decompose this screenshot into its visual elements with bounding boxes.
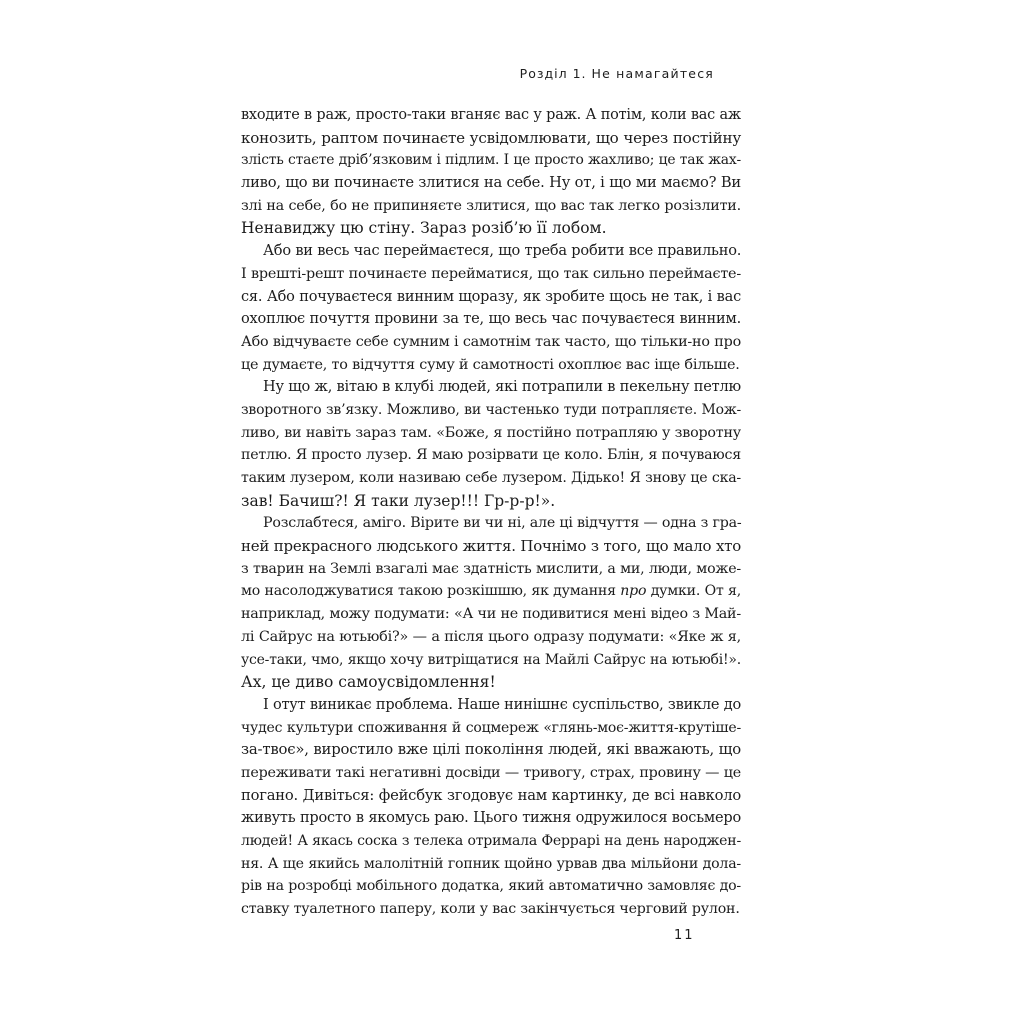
text-line: таким лузером, коли називаю себе лузером. Дідько! Я знову це ска- bbox=[241, 470, 741, 486]
text-line: рів на розробці мобільного додатка, який автоматично замовляє до- bbox=[241, 878, 741, 895]
text-line: лі Сайрус на ютьюбі?» — а після цього одразу подумати: «Яке ж я, bbox=[241, 628, 741, 645]
text-line: входите в раж, просто-таки вганяє вас у раж. А потім, коли вас аж bbox=[241, 107, 741, 123]
page-number: 11 bbox=[674, 928, 695, 943]
text-line: ливо, що ви починаєте злитися на себе. Ну от, і що ми маємо? Ви bbox=[241, 174, 741, 192]
paragraph bbox=[241, 512, 741, 694]
text-line: Ненавиджу цю стіну. Зараз розіб’ю її лобом. bbox=[241, 219, 607, 238]
text-line: людей! А якась соска з телека отримала Феррарі на день народжен- bbox=[241, 833, 741, 849]
text-line: Або відчуваєте себе сумним і самотнім так часто, що тільки-но про bbox=[241, 333, 741, 350]
paragraph bbox=[241, 104, 741, 240]
text-line: Ах, це диво самоусвідомлення! bbox=[241, 673, 496, 692]
text-line: ставку туалетного паперу, коли у вас закінчується черговий рулон. bbox=[241, 901, 740, 918]
text-line: І отут виникає проблема. Наше нинішнє суспільство, звикле до bbox=[263, 696, 741, 713]
text-line: наприклад, можу подумати: «А чи не подивитися мені відео з Май- bbox=[241, 606, 741, 623]
text-line: Або ви весь час переймаєтеся, що треба робити все правильно. bbox=[263, 243, 742, 260]
text-line: злі на себе, бо не припиняєте злитися, що вас так легко розізлити. bbox=[241, 197, 741, 214]
body-text bbox=[241, 104, 741, 921]
text-line: Розслабтеся, аміго. Вірите ви чи ні, але ці відчуття — одна з гра- bbox=[263, 515, 742, 532]
text-line: живуть просто в якомусь раю. Цього тижня одружилося восьмеро bbox=[241, 810, 741, 827]
text-line: мо насолоджуватися такою розкішшю, як думання про думки. От я, bbox=[241, 583, 741, 600]
text-line: конозить, раптом починаєте усвідомлювати, що через постійну bbox=[241, 128, 741, 147]
running-head-title: Не намагайтеся bbox=[591, 66, 714, 81]
text-line: злість стаєте дріб’язковим і підлим. І це просто жахливо; це так жах- bbox=[241, 152, 741, 169]
text-line: петлю. Я просто лузер. Я маю розірвати це коло. Блін, я почуваюся bbox=[241, 447, 741, 464]
text-line: це думаєте, то відчуття суму й самотності охоплює вас іще більше. bbox=[241, 356, 740, 373]
text-line: Ну що ж, вітаю в клубі людей, які потрапили в пекельну петлю bbox=[263, 379, 741, 396]
paragraph bbox=[241, 240, 741, 376]
text-line: чудес культури споживання й соцмереж «глянь-моє-життя-крутіше- bbox=[241, 719, 741, 736]
text-line: ней прекрасного людського життя. Почнімо з того, що мало хто bbox=[241, 537, 741, 556]
paragraph bbox=[241, 376, 741, 512]
text-line: охоплює почуття провини за те, що весь час почуваєтеся винним. bbox=[241, 311, 741, 328]
text-line: усе-таки, чмо, якщо хочу витріщатися на Майлі Сайрус на ютьюбі!». bbox=[241, 651, 741, 668]
text-line: погано. Дивіться: фейсбук згодовує нам картинку, де всі навколо bbox=[241, 786, 741, 804]
text-line: переживати такі негативні досвіди — тривогу, страх, провину — це bbox=[241, 764, 741, 781]
paragraph bbox=[241, 694, 741, 921]
text-line: ня. А ще якийсь малолітній гопник щойно урвав два мільйони дола- bbox=[241, 855, 741, 872]
text-line: зворотного зв’язку. Можливо, ви частенько туди потрапляєте. Мож- bbox=[241, 401, 741, 418]
running-head-chapter: Розділ 1. bbox=[519, 66, 587, 81]
text-line: за-твоє», виростило вже цілі покоління людей, які вважають, що bbox=[241, 741, 741, 759]
text-line: з тварин на Землі взагалі має здатність мислити, а ми, люди, може- bbox=[241, 560, 741, 577]
text-line: зав! Бачиш?! Я таки лузер!!! Гр-р-р!». bbox=[241, 491, 556, 510]
text-line: І врешті-решт починаєте перейматися, що так сильно переймаєте- bbox=[241, 265, 741, 282]
text-line: ся. Або почуваєтеся винним щоразу, як зробите щось не так, і вас bbox=[241, 288, 741, 305]
running-head bbox=[520, 66, 714, 81]
text-line: ливо, ви навіть зараз там. «Боже, я постійно потрапляю у зворотну bbox=[241, 424, 741, 441]
